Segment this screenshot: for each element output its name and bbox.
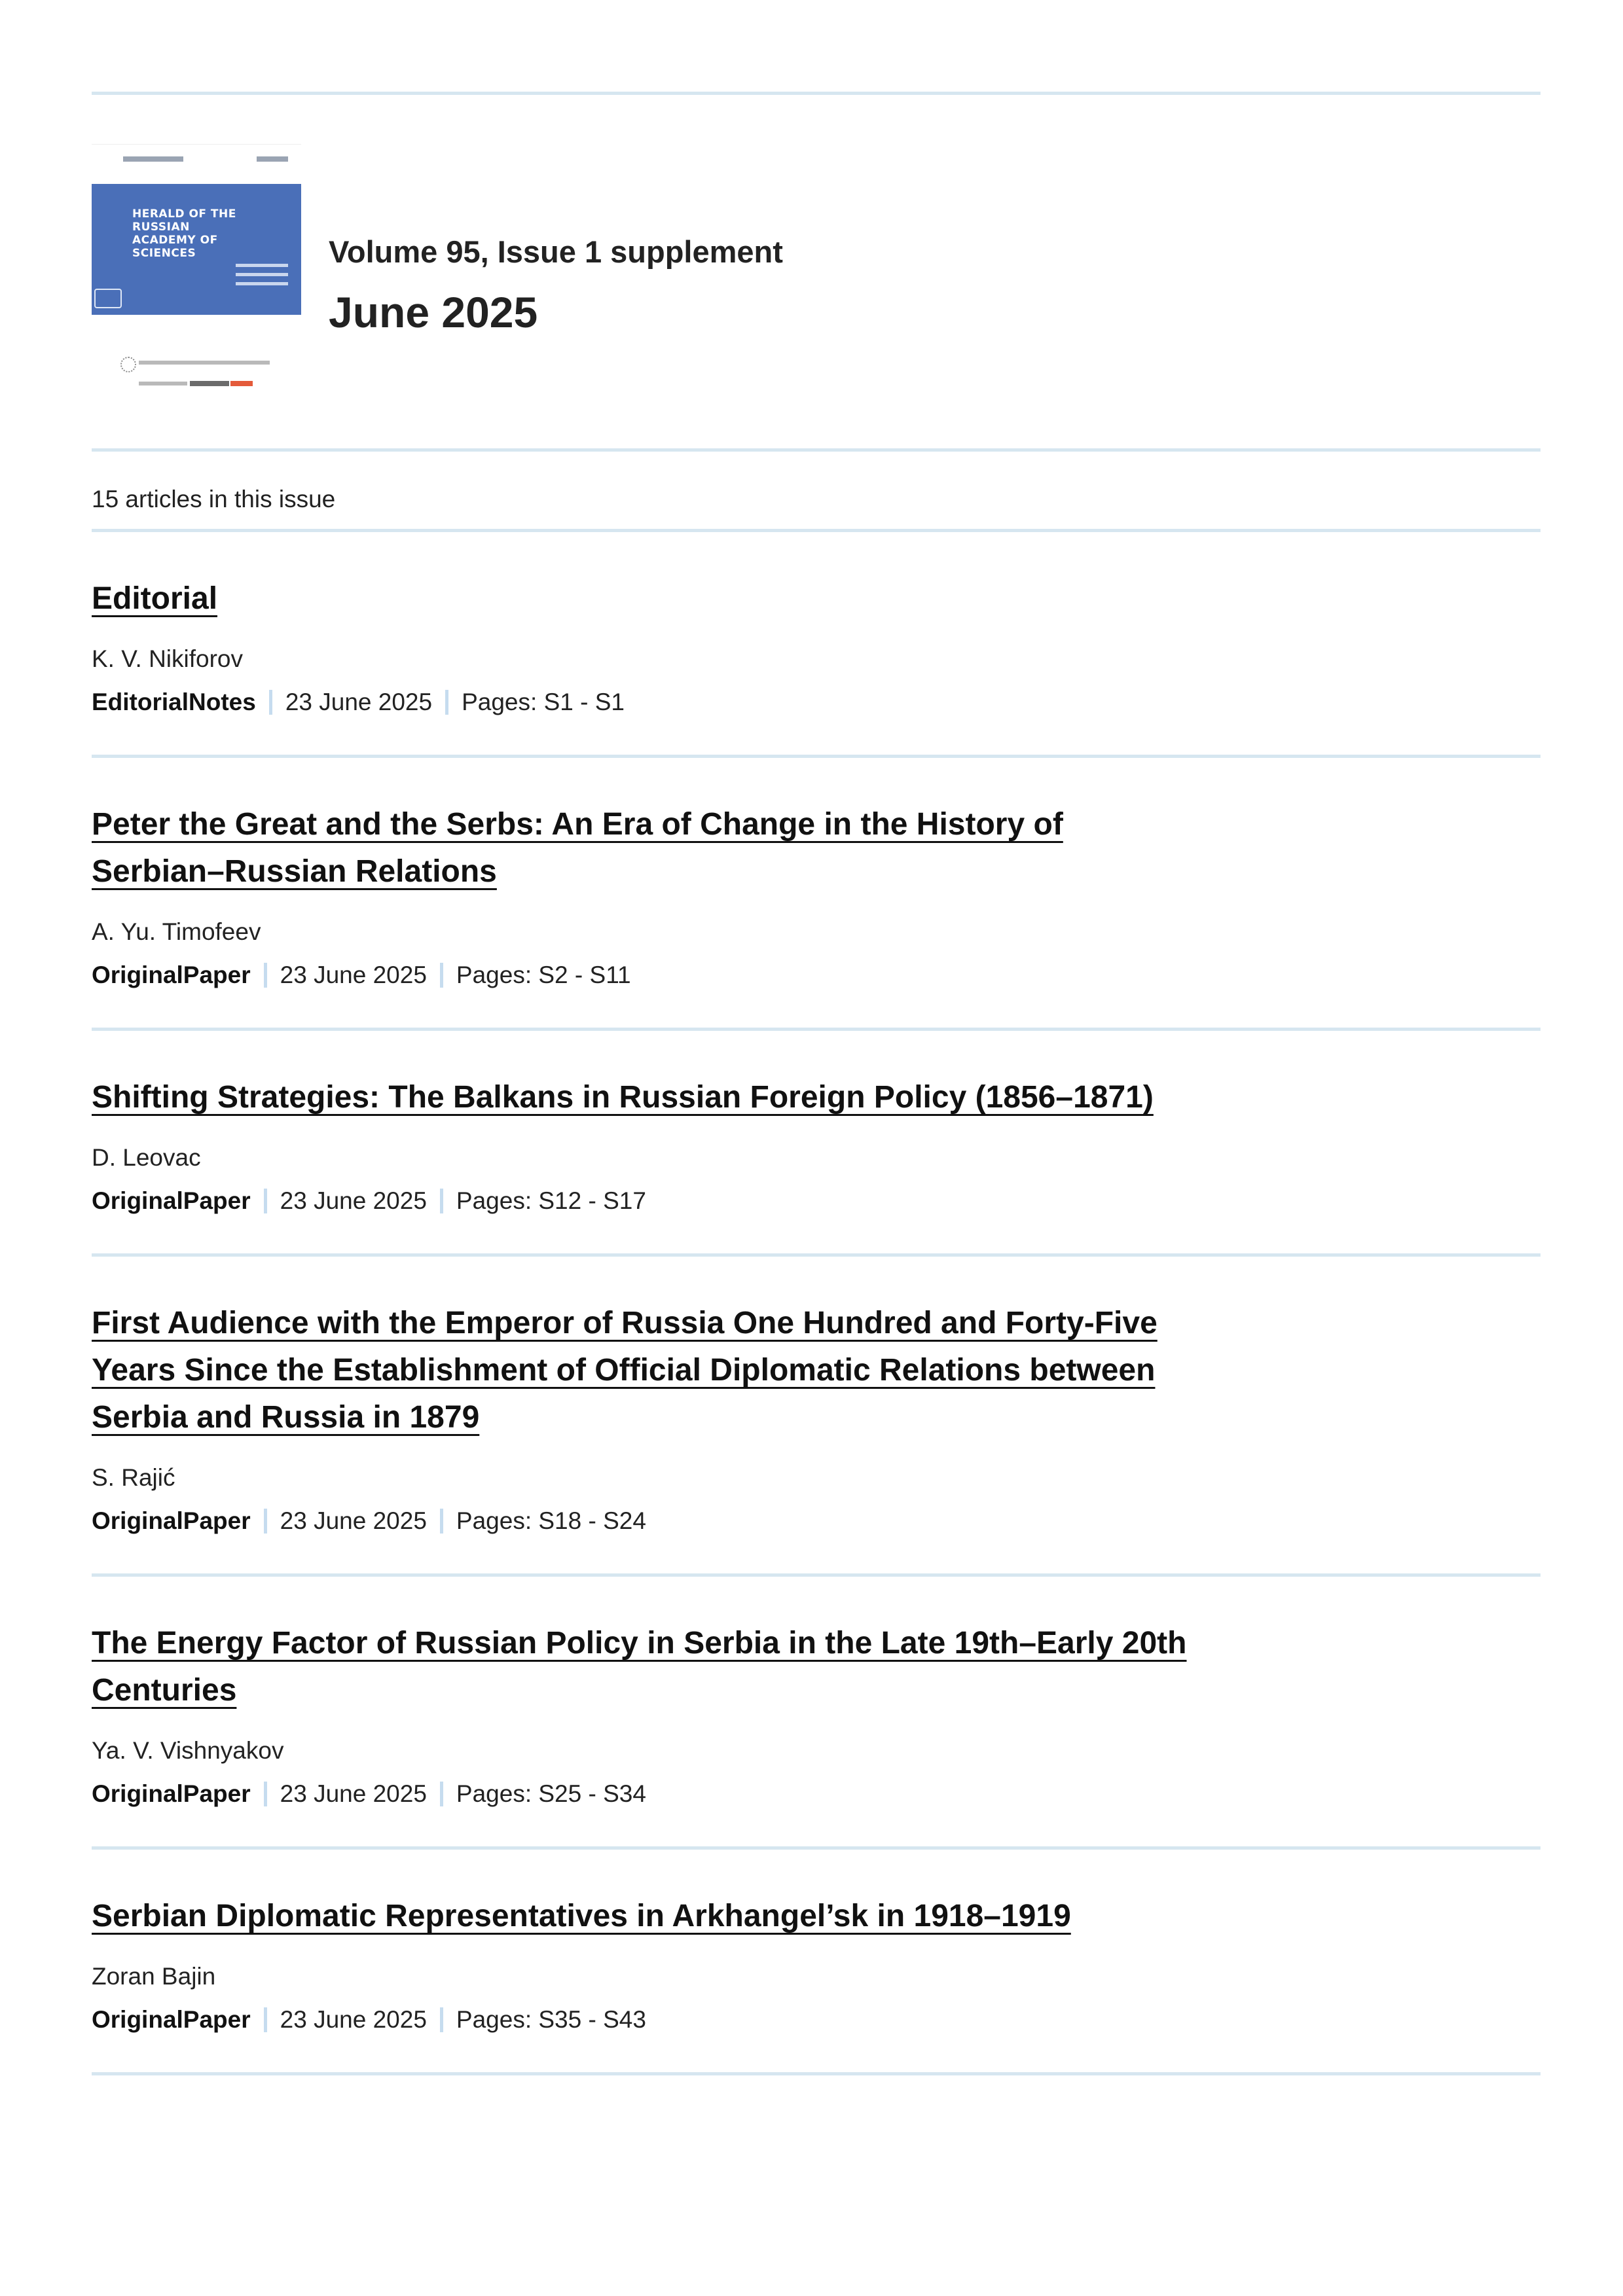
article-authors: A. Yu. Timofeev	[92, 918, 261, 945]
article-type: EditorialNotes	[92, 689, 256, 715]
article-count-text: 15 articles in this issue	[92, 486, 336, 512]
article-type: OriginalPaper	[92, 961, 251, 988]
article-date: 23 June 2025	[280, 1187, 427, 1214]
article-divider	[92, 2072, 1541, 2075]
article-pages: Pages: S12 - S17	[456, 1187, 646, 1214]
article-date: 23 June 2025	[280, 1507, 427, 1534]
journal-cover-image[interactable]	[92, 144, 301, 396]
article-pages: Pages: S1 - S1	[462, 689, 625, 715]
article-pages: Pages: S35 - S43	[456, 2006, 646, 2033]
article-type: OriginalPaper	[92, 1780, 251, 1807]
meta-separator	[440, 1782, 443, 1806]
article-meta	[92, 688, 1541, 755]
article-title-link[interactable]: Shifting Strategies: The Balkans in Russian Foreign Policy (1856–1871)	[92, 1080, 1154, 1115]
article-authors: Ya. V. Vishnyakov	[92, 1737, 284, 1764]
issue-header	[92, 95, 1541, 448]
article-list	[92, 532, 1541, 2075]
article-meta	[92, 1187, 1541, 1253]
article-count	[92, 452, 1541, 529]
article-item	[92, 1257, 1541, 1577]
article-title-link[interactable]: The Energy Factor of Russian Policy in Serbia in the Late 19th–Early 20th Centuries	[92, 1626, 1187, 1708]
meta-separator	[440, 963, 443, 988]
meta-separator	[440, 2007, 443, 2032]
article-meta	[92, 1507, 1541, 1573]
meta-separator	[440, 1509, 443, 1534]
meta-separator	[264, 1189, 267, 1213]
article-date: 23 June 2025	[280, 2006, 427, 2033]
article-title-link[interactable]: Peter the Great and the Serbs: An Era of Change in the History of Serbian–Russian Relations	[92, 807, 1063, 889]
article-meta	[92, 961, 1541, 1028]
article-meta	[92, 1780, 1541, 1846]
article-authors: D. Leovac	[92, 1144, 201, 1171]
article-authors: K. V. Nikiforov	[92, 645, 243, 672]
article-item	[92, 1577, 1541, 1850]
article-item	[92, 1031, 1541, 1257]
article-authors: S. Rajić	[92, 1464, 175, 1491]
cover-journal-title: HERALD OF THE RUSSIAN ACADEMY OF SCIENCES	[132, 207, 236, 260]
meta-separator	[264, 963, 267, 988]
meta-separator	[264, 2007, 267, 2032]
article-title-link[interactable]: First Audience with the Emperor of Russia One Hundred and Forty-Five Years Since the Establishment of Official Diplomatic Relations between Serbia and Russia in 1879	[92, 1306, 1158, 1435]
article-title-link[interactable]: Editorial	[92, 581, 218, 616]
issue-page	[92, 0, 1541, 2075]
article-date: 23 June 2025	[285, 689, 433, 715]
article-pages: Pages: S18 - S24	[456, 1507, 646, 1534]
article-type: OriginalPaper	[92, 1507, 251, 1534]
meta-separator	[440, 1189, 443, 1213]
issue-volume: Volume 95, Issue 1 supplement	[329, 234, 783, 269]
publisher-logo	[92, 357, 301, 396]
meta-separator	[445, 690, 448, 715]
article-type: OriginalPaper	[92, 2006, 251, 2033]
article-title-link[interactable]: Serbian Diplomatic Representatives in Arkhangel’sk in 1918–1919	[92, 1899, 1071, 1933]
article-item	[92, 1850, 1541, 2075]
article-pages: Pages: S2 - S11	[456, 961, 631, 988]
issue-date: June 2025	[329, 288, 538, 336]
article-item	[92, 532, 1541, 758]
meta-separator	[269, 690, 272, 715]
article-pages: Pages: S25 - S34	[456, 1780, 646, 1807]
article-date: 23 June 2025	[280, 961, 427, 988]
article-date: 23 June 2025	[280, 1780, 427, 1807]
article-type: OriginalPaper	[92, 1187, 251, 1214]
article-authors: Zoran Bajin	[92, 1963, 216, 1990]
meta-separator	[264, 1782, 267, 1806]
article-meta	[92, 2005, 1541, 2072]
meta-separator	[264, 1509, 267, 1534]
article-item	[92, 758, 1541, 1031]
